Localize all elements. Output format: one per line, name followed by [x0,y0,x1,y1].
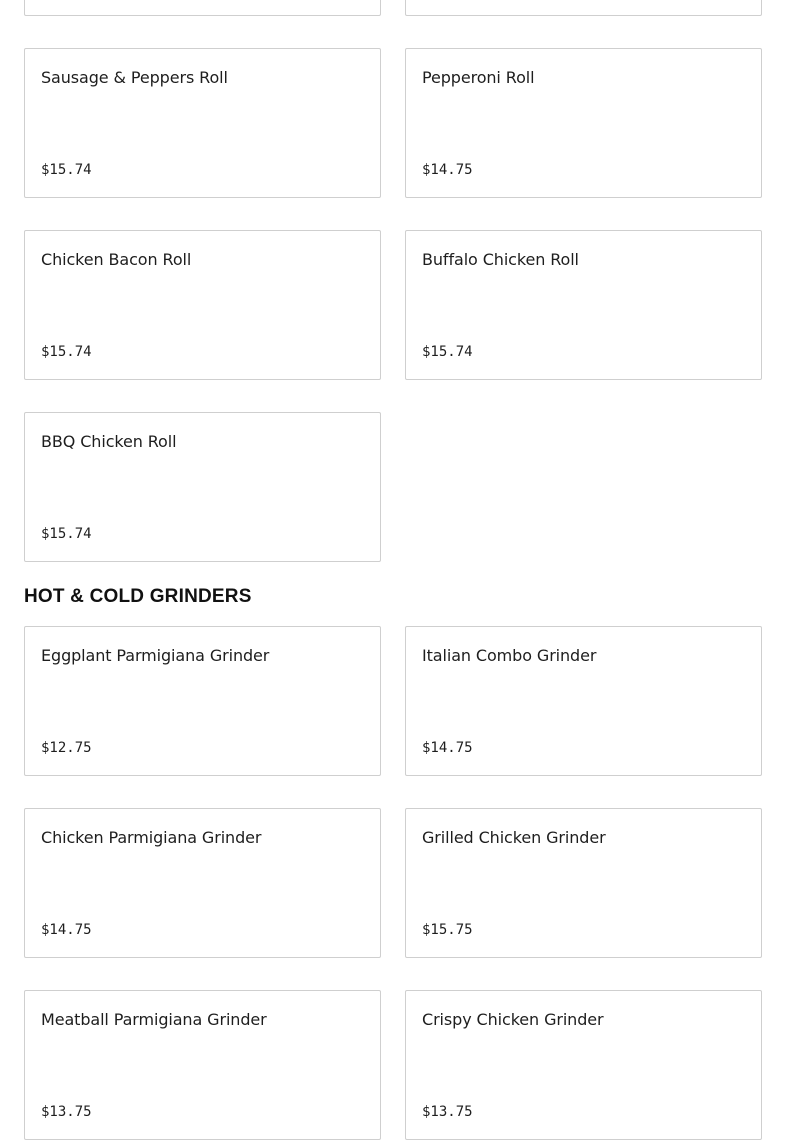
menu-item-card[interactable] [405,626,762,776]
section-title: HOT & COLD GRINDERS [24,586,252,607]
menu-item-price: $15.74 [41,344,92,360]
menu-item-card[interactable] [405,48,762,198]
menu-item-card[interactable] [405,230,762,380]
menu-item-price: $15.74 [422,344,473,360]
menu-item-price: $14.75 [422,162,473,178]
menu-item-name: Buffalo Chicken Roll [422,250,579,269]
menu-item-card-partial[interactable] [405,0,762,16]
menu-item-card[interactable] [405,808,762,958]
menu-item-card[interactable] [24,412,381,562]
menu-item-card[interactable] [405,990,762,1140]
menu-item-name: Chicken Parmigiana Grinder [41,828,262,847]
menu-item-name: Sausage & Peppers Roll [41,68,228,87]
menu-item-card[interactable] [24,230,381,380]
menu-item-price: $13.75 [41,1104,92,1120]
menu-item-price: $15.74 [41,162,92,178]
menu-item-price: $14.75 [41,922,92,938]
menu-item-price: $14.75 [422,740,473,756]
menu-item-price: $13.75 [422,1104,473,1120]
menu-item-price: $15.74 [41,526,92,542]
menu-item-card-partial[interactable] [24,0,381,16]
menu-item-card[interactable] [24,626,381,776]
menu-item-name: Meatball Parmigiana Grinder [41,1010,267,1029]
menu-item-card[interactable] [24,808,381,958]
menu-item-name: Eggplant Parmigiana Grinder [41,646,270,665]
menu-item-name: Grilled Chicken Grinder [422,828,606,847]
menu-item-name: Crispy Chicken Grinder [422,1010,604,1029]
menu-item-card[interactable] [24,48,381,198]
menu-item-name: Italian Combo Grinder [422,646,597,665]
menu-item-name: Chicken Bacon Roll [41,250,192,269]
menu-item-price: $12.75 [41,740,92,756]
menu-item-name: BBQ Chicken Roll [41,432,177,451]
menu-item-name: Pepperoni Roll [422,68,535,87]
menu-item-price: $15.75 [422,922,473,938]
menu-item-card[interactable] [24,990,381,1140]
